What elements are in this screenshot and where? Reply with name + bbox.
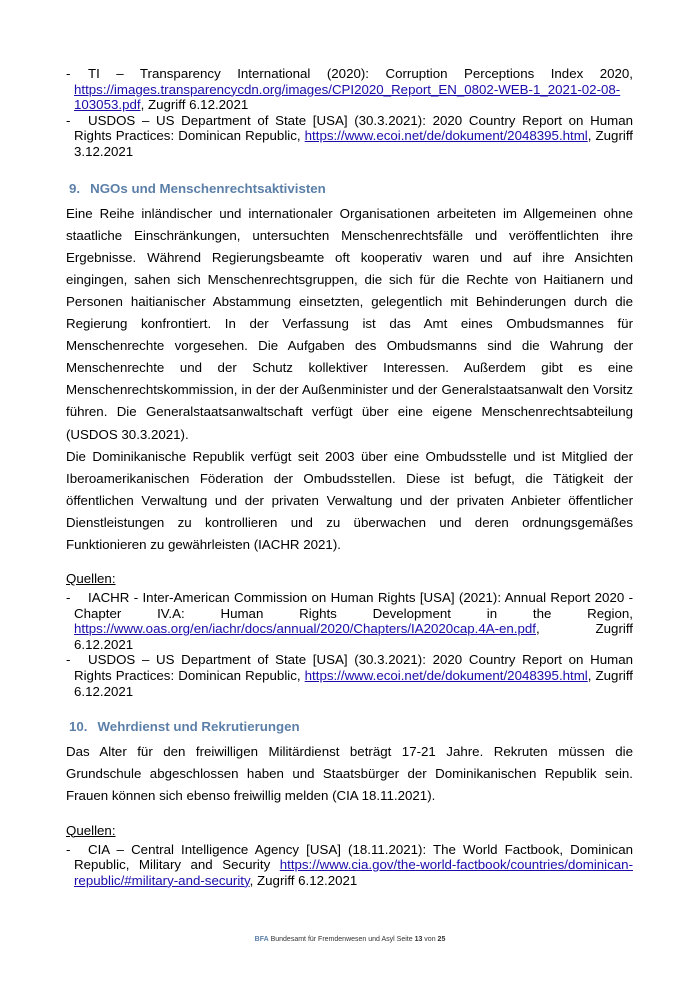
- source-text: USDOS – US Department of State [USA] (30.3.2021): 2020 Country Report on Human Rights Practices: Dominican Republic,: [74, 112, 633, 144]
- source-access-date: , Zugriff 6.12.2021: [249, 872, 358, 888]
- source-item: - USDOS – US Department of State [USA] (30.3.2021): 2020 Country Report on Human Rights Practices: Dominican Republic, https://www.ecoi.net/de/dokument/2048395.html, Zugriff 3.12.2021: [66, 112, 633, 159]
- paragraph: Eine Reihe inländischer und internationaler Organisationen arbeiteten im Allgemeinen ohne staatliche Einschränkungen, untersuchten Menschenrechtsfälle und veröffentlichten ihre Ergebnisse. Während Regierungsbeamte oft kooperativ waren und auf ihre Ansichten eingingen, sahen sich Menschenrechtsgruppen, die sich für die Rechte von Haitianern und Personen haitianischer Abstammung einsetzten, gelegentlich mit Behinderungen durch die Regierung konfrontiert. In der Verfassung ist das Amt eines Ombudsmannes für Menschenrechte vorgesehen. Die Aufgaben des Ombudsmanns sind die Wahrung der Menschenrechte und der Schutz kollektiver Interessen. Außerdem gibt es eine Menschenrechtskommission, in der der Außenminister und der Generalstaatsanwalt den Vorsitz führen. Die Generalstaatsanwaltschaft verfügt über eine eigene Menschenrechtsabteilung (USDOS 30.3.2021).: [66, 205, 633, 442]
- source-text: USDOS – US Department of State [USA] (30.3.2021): 2020 Country Report on Human Rights Practices: Dominican Republic,: [74, 652, 633, 684]
- source-link[interactable]: https://www.oas.org/en/iachr/docs/annual/2020/Chapters/IA2020cap.4A-en.pdf: [74, 621, 536, 637]
- sources-label: Quellen:: [66, 571, 116, 587]
- document-page: [66, 66, 633, 888]
- source-link[interactable]: https://images.transparencycdn.org/images/CPI2020_Report_EN_0802-WEB-1_2021-02-08-103053.pdf: [74, 81, 621, 113]
- footer-page-total: 25: [437, 936, 446, 943]
- section-9-heading: [66, 181, 633, 197]
- source-item: - CIA – Central Intelligence Agency [USA] (18.11.2021): The World Factbook, Dominican Republic, Military and Security https://www.cia.gov/the-world-factbook/countries/dominican-republic/#military-and-security, Zugriff 6.12.2021: [66, 841, 633, 888]
- section-title: NGOs und Menschenrechtsaktivisten: [90, 180, 326, 196]
- paragraph: Das Alter für den freiwilligen Militärdienst beträgt 17-21 Jahre. Rekruten müssen die Grundschule abgeschlossen haben und Staatsbürger der Dominikanischen Republik sein. Frauen können sich ebenso freiwillig melden (CIA 18.11.2021).: [66, 744, 633, 804]
- sources-label: Quellen:: [66, 822, 116, 838]
- section-10-heading: [66, 719, 633, 735]
- source-link[interactable]: https://www.ecoi.net/de/dokument/2048395.html: [304, 668, 588, 684]
- top-sources-list: [66, 66, 633, 160]
- footer-text: Bundesamt für Fremdenwesen und Asyl Seite: [268, 936, 415, 943]
- source-access-date: , Zugriff 6.12.2021: [74, 621, 633, 652]
- source-item: - TI – Transparency International (2020): Corruption Perceptions Index 2020, https://images.transparencycdn.org/images/CPI2020_Report_EN_0802-WEB-1_2021-02-08-103053.pdf, Zugriff 6.12.2021: [66, 66, 633, 113]
- section-title: Wehrdienst und Rekrutierungen: [97, 719, 300, 735]
- section-10-body: [66, 741, 633, 807]
- source-access-date: , Zugriff 6.12.2021: [74, 668, 633, 699]
- paragraph: Die Dominikanische Republik verfügt seit 2003 über eine Ombudsstelle und ist Mitglied der Iberoamerikanischen Föderation der Ombudsstellen. Diese ist befugt, die Tätigkeit der öffentlichen Verwaltung und der privaten Verwaltung und der privaten Anbieter öffentlicher Dienstleistungen zu kontrollieren und zu überwachen und deren ordnungsgemäßes Funktionieren zu gewährleisten (IACHR 2021).: [66, 448, 633, 552]
- section-number: 9.: [69, 180, 81, 196]
- source-text: IACHR - Inter-American Commission on Human Rights [USA] (2021): Annual Report 2020 - Chapter IV.A: Human Rights Development in the Region,: [74, 590, 633, 621]
- section-9-sources-list: [66, 590, 633, 699]
- source-link[interactable]: https://www.ecoi.net/de/dokument/2048395.html: [304, 128, 588, 144]
- section-9-body: [66, 203, 633, 557]
- section-10-sources-list: [66, 842, 633, 889]
- source-item: - USDOS – US Department of State [USA] (30.3.2021): 2020 Country Report on Human Rights Practices: Dominican Republic, https://www.ecoi.net/de/dokument/2048395.html, Zugriff 6.12.2021: [66, 652, 633, 699]
- source-access-date: , Zugriff 6.12.2021: [140, 97, 249, 113]
- footer-brand: BFA: [254, 936, 269, 943]
- source-item: - IACHR - Inter-American Commission on Human Rights [USA] (2021): Annual Report 2020 - Chapter IV.A: Human Rights Development in the Region, https://www.oas.org/en/iachr/docs/annual/2020/Chapters/IA2020cap.4A-en.pdf, Zugriff 6.12.2021: [66, 590, 633, 652]
- source-text: CIA – Central Intelligence Agency [USA] (18.11.2021): The World Factbook, Dominican Republic, Military and Security: [74, 841, 633, 873]
- source-text: TI – Transparency International (2020): Corruption Perceptions Index 2020,: [88, 66, 633, 81]
- source-access-date: , Zugriff 3.12.2021: [74, 128, 633, 159]
- page-footer: [0, 936, 700, 943]
- section-number: 10.: [69, 719, 88, 735]
- source-link[interactable]: https://www.cia.gov/the-world-factbook/countries/dominican-republic/#military-and-security: [74, 857, 633, 888]
- footer-page-number: 13: [414, 936, 423, 943]
- footer-of: von: [422, 936, 438, 943]
